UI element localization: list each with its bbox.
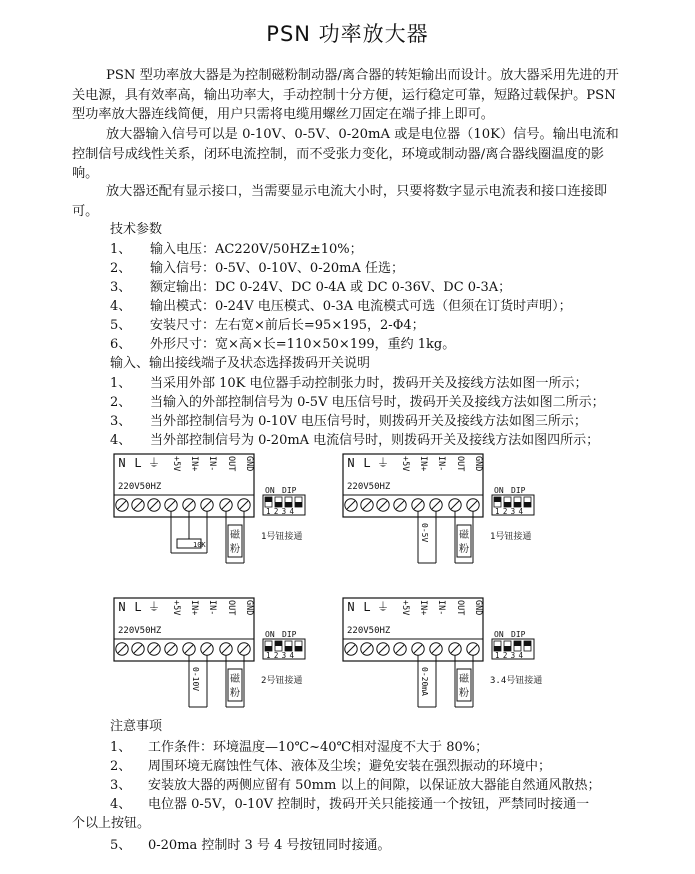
- note-item: 1、 工作条件：环境温度—10℃~40℃相对湿度不大于 80%；: [110, 740, 489, 755]
- wiring-diagram-3: [113, 597, 333, 722]
- supply-label: 220V50HZ: [347, 626, 391, 636]
- terminal-label: IN-: [436, 456, 446, 472]
- terminal-label: ⏚: [376, 600, 390, 614]
- dip-numbers: 1234: [266, 507, 298, 516]
- dip-toggle: [275, 641, 282, 646]
- terminal-label: GND: [473, 600, 483, 616]
- dip-button-note: 2号钮接通: [261, 676, 303, 686]
- terminal-label: GND: [473, 456, 483, 472]
- dip-label: DIP: [282, 630, 297, 639]
- dip-label: DIP: [511, 630, 526, 639]
- wiring-item: 2、 当输入的外部控制信号为 0-5V 电压信号时，拨码开关及接线方法如图二所示；: [110, 395, 605, 410]
- dip-toggle: [524, 641, 531, 646]
- terminal-label: N: [118, 600, 126, 614]
- diagram-svg: [342, 453, 562, 578]
- tech-param: 1、 输入电压：AC220V/50HZ±10%；: [110, 242, 363, 257]
- terminal-label: IN-: [207, 456, 217, 472]
- terminal-label: +5V: [400, 456, 410, 472]
- dip-numbers: 1234: [495, 507, 527, 516]
- coil-label: 粉: [230, 688, 240, 699]
- terminal-label: IN-: [207, 600, 217, 616]
- dip-toggle: [265, 497, 272, 502]
- diagram-svg: [113, 597, 333, 722]
- supply-label: 220V50HZ: [347, 482, 391, 492]
- notes-heading: 注意事项: [110, 719, 163, 734]
- note-item: 3、 安装放大器的两侧应留有 50mm 以上的间隙，以保证放大器能自然通风散热；: [110, 778, 601, 793]
- note-item: 个以上按钮。: [72, 816, 151, 831]
- terminal-label: IN+: [189, 600, 199, 616]
- tech-param: 3、 额定输出：DC 0-24V、DC 0-4A 或 DC 0-36V、DC 0-3A；: [110, 280, 512, 295]
- coil-label: 磁: [459, 530, 469, 541]
- intro-paragraph-3: 放大器还配有显示接口，当需要显示电流大小时，只要将数字显示电流表和接口连接即可。: [72, 184, 608, 219]
- dip-numbers: 1234: [266, 651, 298, 660]
- terminal-label: L: [134, 600, 142, 614]
- supply-label: 220V50HZ: [118, 482, 162, 492]
- dip-label: DIP: [282, 486, 297, 495]
- tech-param: 4、 输出模式：0-24V 电压模式、0-3A 电流模式可选（但须在订货时声明）；: [110, 299, 572, 314]
- terminal-label: L: [363, 600, 371, 614]
- terminal-label: OUT: [226, 456, 236, 472]
- diagram-svg: [113, 453, 333, 578]
- diagram-svg: [342, 597, 562, 722]
- dip-button-note: 1号钮接通: [261, 532, 303, 542]
- wiring-item: 4、 当外部控制信号为 0-20mA 电流信号时，则拨码开关及接线方法如图四所示；: [110, 433, 600, 448]
- terminal-label: IN-: [436, 600, 446, 616]
- signal-label: 0-10V: [191, 667, 200, 692]
- coil-label: 磁: [230, 674, 240, 685]
- terminal-label: ⏚: [376, 456, 390, 470]
- terminal-label: IN+: [418, 456, 428, 472]
- wiring-item: 3、 当外部控制信号为 0-10V 电压信号时，则拨码开关及接线方法如图三所示；: [110, 414, 587, 429]
- terminal-label: GND: [244, 600, 254, 616]
- wiring-heading: 输入、输出接线端子及状态选择拨码开关说明: [110, 356, 371, 371]
- terminal-label: +5V: [400, 600, 410, 616]
- dip-button-note: 3.4号钮接通: [490, 676, 543, 686]
- note-item: 5、 0-20ma 控制时 3 号 4 号按钮同时接通。: [110, 838, 391, 853]
- coil-label: 磁: [459, 674, 469, 685]
- terminal-label: N: [347, 600, 355, 614]
- dip-toggle: [494, 497, 501, 502]
- terminal-label: OUT: [455, 600, 465, 616]
- dip-toggle: [514, 641, 521, 646]
- coil-label: 粉: [230, 544, 240, 555]
- terminal-label: N: [118, 456, 126, 470]
- coil-label: 磁: [230, 530, 240, 541]
- tech-param: 5、 安装尺寸：左右宽×前后长=95×195，2-Φ4；: [110, 318, 425, 333]
- terminal-label: +5V: [171, 456, 181, 472]
- terminal-label: IN+: [189, 456, 199, 472]
- dip-numbers: 1234: [495, 651, 527, 660]
- wiring-diagram-1: [113, 453, 333, 578]
- terminal-label: ⏚: [147, 456, 161, 470]
- signal-label: 0-20mA: [420, 667, 429, 696]
- dip-on-label: ON: [265, 486, 275, 495]
- terminal-label: L: [363, 456, 371, 470]
- terminal-label: ⏚: [147, 600, 161, 614]
- wiring-diagram-4: [342, 597, 562, 722]
- coil-label: 粉: [459, 544, 469, 555]
- wiring-diagram-2: [342, 453, 562, 578]
- dip-label: DIP: [511, 486, 526, 495]
- coil-label: 粉: [459, 688, 469, 699]
- signal-label: 0-5V: [420, 523, 429, 543]
- terminal-label: +5V: [171, 600, 181, 616]
- tech-param: 6、 外形尺寸：宽×高×长=110×50×199，重约 1kg。: [110, 337, 456, 352]
- signal-label: 10K: [193, 541, 206, 549]
- terminal-label: N: [347, 456, 355, 470]
- tech-heading: 技术参数: [110, 222, 163, 237]
- intro-paragraph-1: PSN 型功率放大器是为控制磁粉制动器/离合器的转矩输出而设计。放大器采用先进的开关电源，具有效率高，输出功率大，手动控制十分方便，运行稳定可靠，短路过载保护。PSN 型功率放大器连线简便，用户只需将电缆用螺丝刀固定在端子排上即可。: [72, 68, 619, 122]
- supply-label: 220V50HZ: [118, 626, 162, 636]
- document-title: PSN 功率放大器: [266, 22, 429, 46]
- dip-on-label: ON: [494, 486, 504, 495]
- terminal-label: OUT: [455, 456, 465, 472]
- note-item: 4、 电位器 0-5V，0-10V 控制时，拨码开关只能接通一个按钮，严禁同时接通一: [110, 797, 590, 812]
- wiring-item: 1、 当采用外部 10K 电位器手动控制张力时，拨码开关及接线方法如图一所示；: [110, 376, 588, 391]
- intro-paragraph-2: 放大器输入信号可以是 0-10V、0-5V、0-20mA 或是电位器（10K）信号。输出电流和控制信号成线性关系，闭环电流控制，而不受张力变化，环境或制动器/离合器线圈温度的影响。: [72, 127, 619, 181]
- tech-param: 2、 输入信号：0-5V、0-10V、0-20mA 任选；: [110, 261, 404, 276]
- dip-button-note: 1号钮接通: [490, 532, 532, 542]
- note-item: 2、 周围环境无腐蚀性气体、液体及尘埃；避免安装在强烈振动的环境中；: [110, 759, 552, 774]
- terminal-label: IN+: [418, 600, 428, 616]
- terminal-label: OUT: [226, 600, 236, 616]
- dip-on-label: ON: [494, 630, 504, 639]
- terminal-label: GND: [244, 456, 254, 472]
- dip-on-label: ON: [265, 630, 275, 639]
- terminal-label: L: [134, 456, 142, 470]
